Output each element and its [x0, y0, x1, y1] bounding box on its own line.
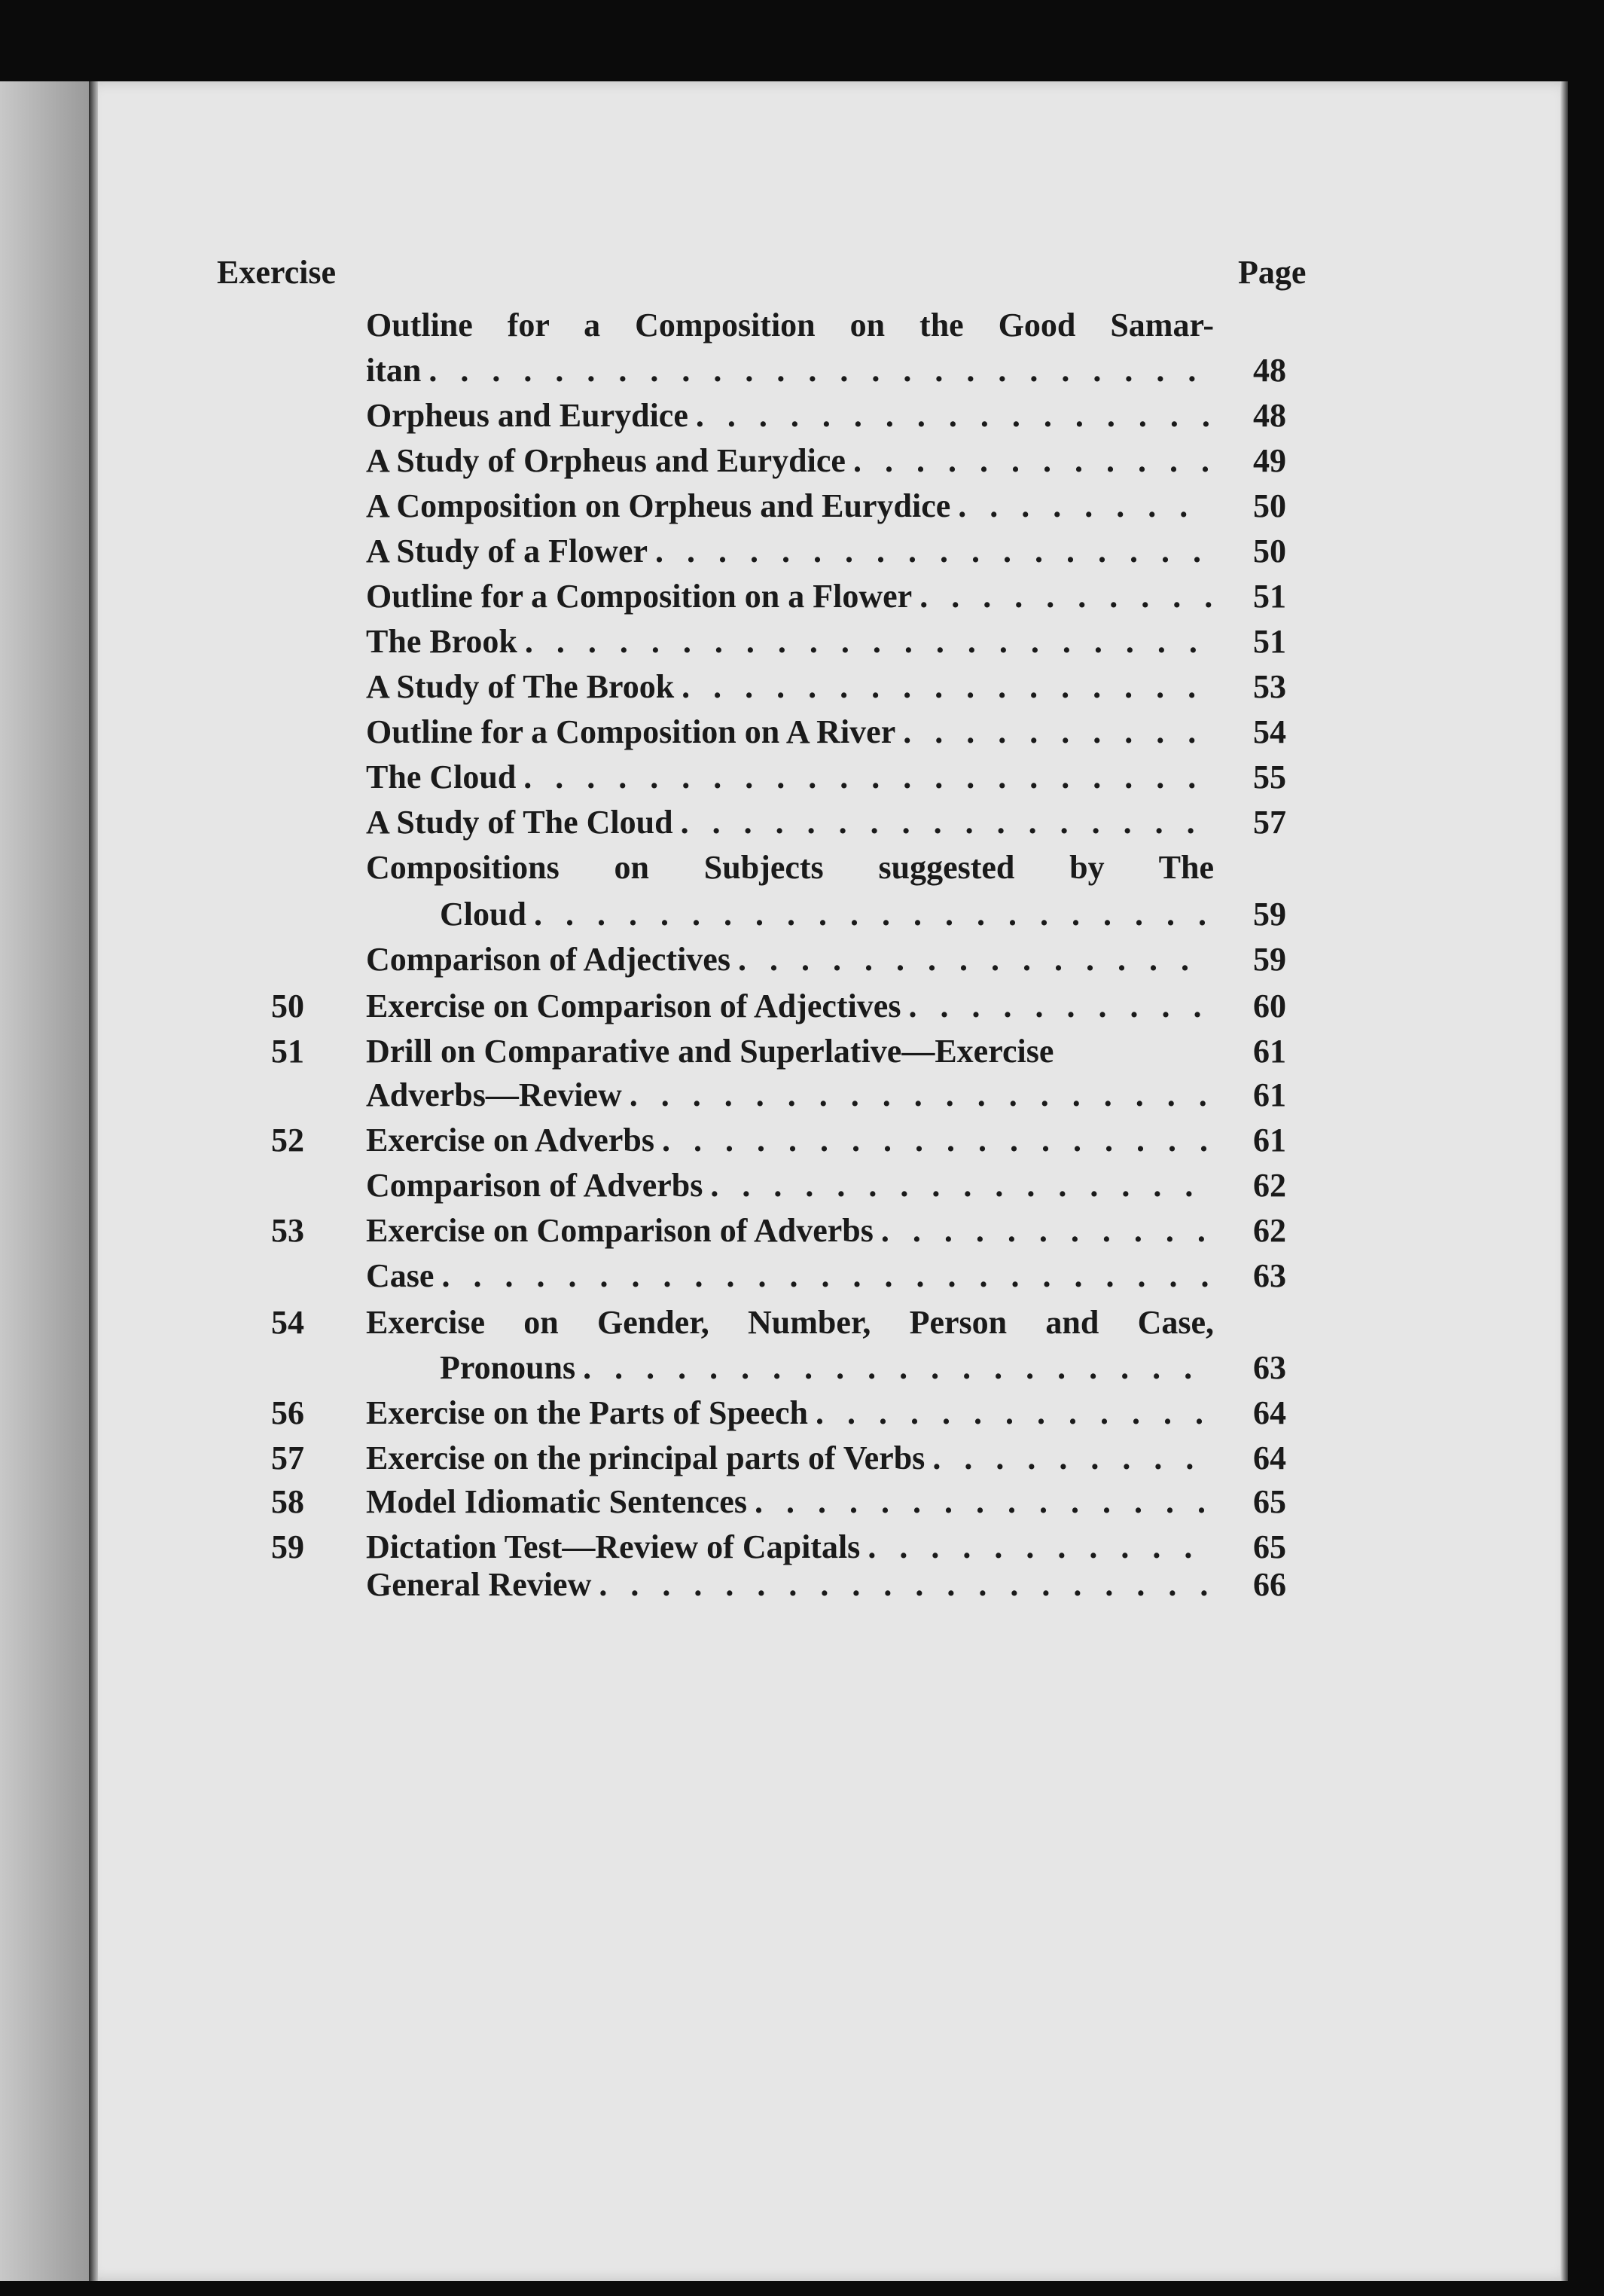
entry-page-number: 65 — [1253, 1483, 1286, 1520]
toc-entry — [0, 892, 1604, 937]
exercise-number: 58 — [271, 1483, 304, 1520]
toc-entry — [0, 1391, 1604, 1436]
entry-title: Adverbs—Review . . . — [366, 1073, 1212, 1118]
entry-title: itan . . . — [366, 348, 1212, 393]
entry-page-number: 50 — [1253, 487, 1286, 524]
entry-title: General Review . . . — [366, 1562, 1212, 1608]
entry-title: Outline for a Composition on A River . . . — [366, 710, 1212, 755]
toc-entry — [0, 664, 1604, 710]
entry-title: Case . . . — [366, 1253, 1212, 1299]
exercise-number: 59 — [271, 1528, 304, 1565]
toc-entry — [0, 800, 1604, 845]
toc-entry — [0, 710, 1604, 755]
toc-entry — [0, 984, 1604, 1029]
entry-title: Pronouns . . . — [440, 1345, 1212, 1391]
toc-entry — [0, 1029, 1604, 1074]
toc-entry — [0, 1436, 1604, 1481]
entry-page-number: 53 — [1253, 668, 1286, 705]
toc-entry — [0, 937, 1604, 982]
entry-page-number: 51 — [1253, 623, 1286, 660]
entry-page-number: 54 — [1253, 713, 1286, 750]
entry-title: Exercise on Adverbs . . . — [366, 1118, 1212, 1163]
entry-title: Dictation Test—Review of Capitals . . . — [366, 1525, 1212, 1570]
exercise-number: 53 — [271, 1212, 304, 1249]
toc-entry — [0, 529, 1604, 574]
entry-page-number: 64 — [1253, 1440, 1286, 1476]
entry-title: Orpheus and Eurydice . . . — [366, 393, 1212, 438]
exercise-number: 57 — [271, 1440, 304, 1476]
entry-title: A Study of The Brook . . . — [366, 664, 1212, 710]
entry-page-number: 50 — [1253, 533, 1286, 569]
entry-page-number: 61 — [1253, 1033, 1286, 1070]
entry-title-line1: Outline for a Composition on the Good Samar- — [366, 307, 1214, 343]
entry-page-number: 61 — [1253, 1076, 1286, 1113]
entry-page-number: 63 — [1253, 1349, 1286, 1386]
exercise-number: 52 — [271, 1122, 304, 1159]
toc-entry — [0, 755, 1604, 800]
entry-title: A Study of a Flower . . . — [366, 529, 1212, 574]
entry-title: The Cloud . . . — [366, 755, 1212, 800]
entry-page-number: 51 — [1253, 578, 1286, 615]
toc-entry — [0, 348, 1604, 393]
entry-title: Exercise on the Parts of Speech . . . — [366, 1391, 1212, 1436]
exercise-number: 56 — [271, 1394, 304, 1431]
entry-page-number: 48 — [1253, 352, 1286, 389]
toc-entry — [0, 1118, 1604, 1163]
entry-title: Outline for a Composition on a Flower . . . — [366, 574, 1212, 619]
entry-title: The Brook . . . — [366, 619, 1212, 664]
entry-page-number: 65 — [1253, 1528, 1286, 1565]
entry-title: Model Idiomatic Sentences . . . — [366, 1479, 1212, 1525]
page-column-header: Page — [1238, 254, 1307, 291]
entry-page-number: 64 — [1253, 1394, 1286, 1431]
exercise-number: 51 — [271, 1033, 304, 1070]
toc-entry — [0, 1208, 1604, 1253]
toc-entry — [0, 574, 1604, 619]
entry-page-number: 60 — [1253, 988, 1286, 1024]
entry-title: Cloud . . . — [440, 892, 1212, 937]
entry-page-number: 63 — [1253, 1257, 1286, 1294]
toc-entry — [0, 619, 1604, 664]
toc-entry — [0, 438, 1604, 484]
entry-title: Exercise on Comparison of Adverbs . . . — [366, 1208, 1212, 1253]
toc-entry — [0, 1253, 1604, 1299]
toc-entry-line1 — [0, 845, 1604, 890]
entry-page-number: 59 — [1253, 896, 1286, 933]
toc-entry — [0, 1562, 1604, 1608]
entry-title: Comparison of Adverbs . . . — [366, 1163, 1212, 1208]
exercise-number: 54 — [271, 1304, 304, 1341]
entry-title: A Study of Orpheus and Eurydice . . . — [366, 438, 1212, 484]
entry-title: Drill on Comparative and Superlative—Exercise — [366, 1033, 1054, 1070]
entry-page-number: 57 — [1253, 804, 1286, 841]
entry-title: A Composition on Orpheus and Eurydice . . . — [366, 484, 1212, 529]
entry-page-number: 49 — [1253, 442, 1286, 479]
entry-title: Exercise on Comparison of Adjectives . . . — [366, 984, 1212, 1029]
entry-title-line1: Compositions on Subjects suggested by The — [366, 849, 1214, 886]
entry-title: Comparison of Adjectives . . . — [366, 937, 1212, 982]
toc-entry — [0, 393, 1604, 438]
toc-entry-line1 — [0, 1300, 1604, 1345]
entry-title: A Study of The Cloud . . . — [366, 800, 1212, 845]
exercise-number: 50 — [271, 988, 304, 1024]
entry-title-line1: Exercise on Gender, Number, Person and Case, — [366, 1304, 1214, 1341]
toc-entry — [0, 1163, 1604, 1208]
entry-page-number: 62 — [1253, 1167, 1286, 1204]
toc-entry — [0, 1479, 1604, 1525]
entry-page-number: 55 — [1253, 759, 1286, 795]
entry-page-number: 62 — [1253, 1212, 1286, 1249]
entry-page-number: 59 — [1253, 941, 1286, 978]
toc-entry-line1 — [0, 303, 1604, 348]
entry-page-number: 66 — [1253, 1566, 1286, 1603]
exercise-column-header: Exercise — [217, 254, 337, 291]
toc-entry — [0, 1345, 1604, 1391]
entry-title: Exercise on the principal parts of Verbs . . . — [366, 1436, 1212, 1481]
toc-entry — [0, 1073, 1604, 1118]
entry-page-number: 61 — [1253, 1122, 1286, 1159]
entry-page-number: 48 — [1253, 397, 1286, 434]
toc-entry — [0, 484, 1604, 529]
